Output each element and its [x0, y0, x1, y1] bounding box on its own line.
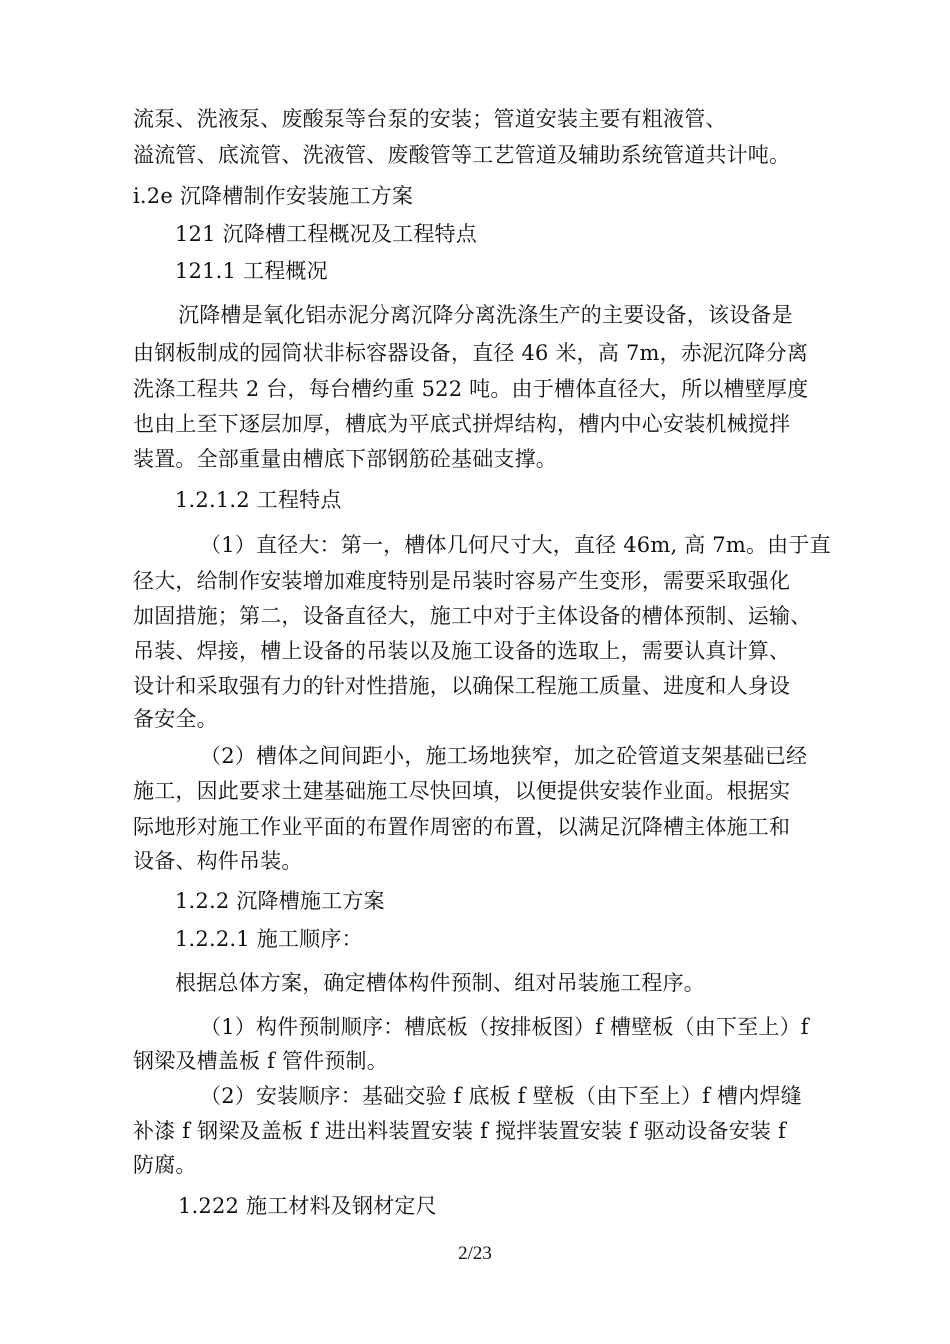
body-text-line: 装置。全部重量由槽底下部钢筋砼基础支撑。	[133, 447, 557, 471]
page-number: 2/23	[458, 1243, 492, 1264]
subsection-heading: 121.1 工程概况	[175, 259, 328, 283]
body-text-line: 防腐。	[133, 1153, 197, 1177]
body-text-line: （2）槽体之间间距小，施工场地狭窄，加之砼管道支架基础已经	[200, 744, 808, 768]
subsection-heading: 1.2.2.1 施工顺序：	[175, 927, 363, 951]
body-text-line: （1）构件预制顺序：槽底板（按排板图）f 槽壁板（由下至上）f	[200, 1015, 809, 1039]
body-text-line: 设计和采取强有力的针对性措施，以确保工程施工质量、进度和人身设	[133, 674, 791, 698]
body-text-line: 径大，给制作安装增加难度特别是吊装时容易产生变形，需要采取强化	[133, 569, 791, 593]
subsection-heading: 1.2.2 沉降槽施工方案	[175, 889, 385, 913]
body-text-line: 溢流管、底流管、洗液管、废酸管等工艺管道及辅助系统管道共计吨。	[133, 143, 791, 167]
body-text-line: 加固措施；第二，设备直径大，施工中对于主体设备的槽体预制、运输、	[133, 604, 812, 628]
body-text-line: 也由上至下逐层加厚，槽底为平底式拼焊结构，槽内中心安装机械搅拌	[133, 412, 791, 436]
body-text-line: 流泵、洗液泵、废酸泵等台泵的安装；管道安装主要有粗液管、	[133, 107, 727, 131]
body-text-line: 吊装、焊接，槽上设备的吊装以及施工设备的选取上，需要认真计算、	[133, 639, 791, 663]
body-text-line: 根据总体方案，确定槽体构件预制、组对吊装施工程序。	[175, 971, 705, 995]
body-text-line: 沉降槽是氧化铝赤泥分离沉降分离洗涤生产的主要设备，该设备是	[178, 303, 793, 327]
body-text-line: 钢梁及槽盖板 f 管件预制。	[133, 1049, 388, 1073]
section-heading: i.2e 沉降槽制作安装施工方案	[133, 184, 414, 208]
body-text-line: （1）直径大：第一，槽体几何尺寸大，直径 46m, 高 7m。由于直	[200, 533, 831, 557]
body-text-line: 补漆 f 钢梁及盖板 f 进出料装置安装 f 搅拌装置安装 f 驱动设备安装 f	[133, 1119, 786, 1143]
body-text-line: 备安全。	[133, 707, 218, 731]
subsection-heading: 1.222 施工材料及钢材定尺	[178, 1194, 437, 1218]
subsection-heading: 121 沉降槽工程概况及工程特点	[175, 222, 477, 246]
body-text-line: 设备、构件吊装。	[133, 849, 303, 873]
subsection-heading: 1.2.1.2 工程特点	[175, 488, 342, 512]
body-text-line: 施工，因此要求土建基础施工尽快回填，以便提供安装作业面。根据实	[133, 779, 791, 803]
body-text-line: （2）安装顺序：基础交验 f 底板 f 壁板（由下至上）f 槽内焊缝	[200, 1084, 802, 1108]
body-text-line: 际地形对施工作业平面的布置作周密的布置，以满足沉降槽主体施工和	[133, 815, 791, 839]
body-text-line: 洗涤工程共 2 台，每台槽约重 522 吨。由于槽体直径大，所以槽壁厚度	[133, 377, 809, 401]
body-text-line: 由钢板制成的园筒状非标容器设备，直径 46 米，高 7m，赤泥沉降分离	[133, 341, 809, 365]
